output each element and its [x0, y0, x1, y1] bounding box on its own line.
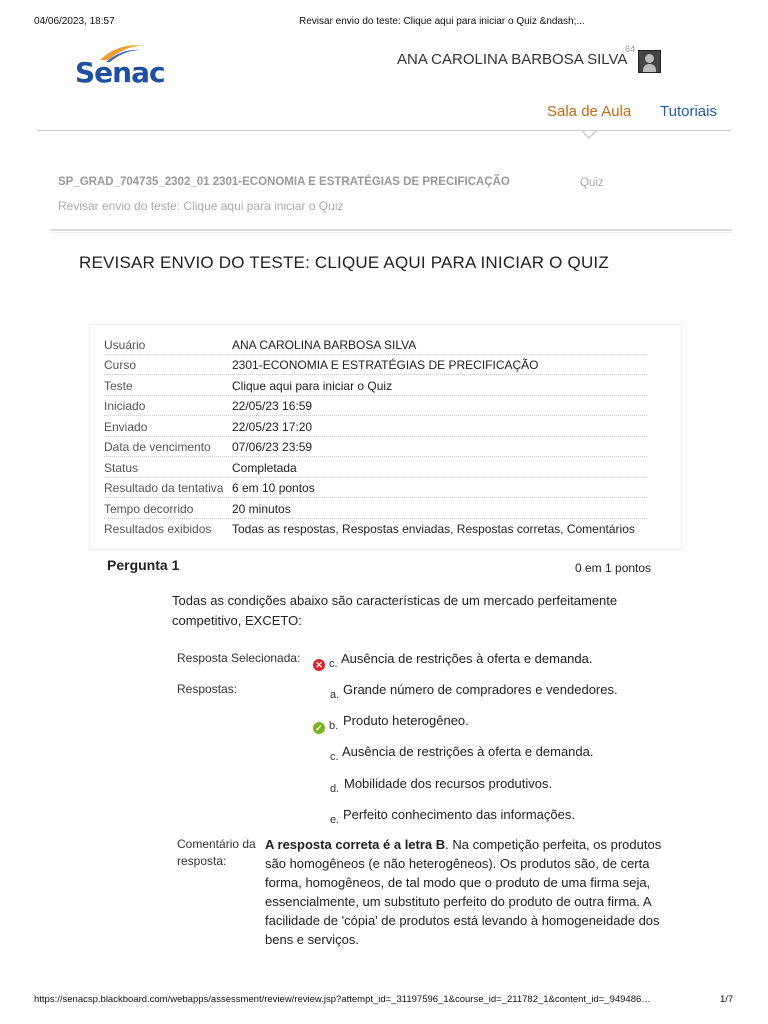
- answer-letter: e.: [330, 814, 340, 826]
- answer-letter: a.: [330, 689, 340, 701]
- detail-value: Clique aqui para iniciar o Quiz: [232, 379, 393, 393]
- detail-label: Resultados exibidos: [104, 522, 212, 536]
- detail-value: 6 em 10 pontos: [232, 481, 315, 495]
- detail-row: [104, 334, 647, 355]
- detail-row: [104, 498, 647, 519]
- answer-letter: c.: [330, 751, 339, 763]
- tab-tutoriais[interactable]: Tutoriais: [660, 103, 717, 120]
- comment-label: Comentário da resposta:: [177, 837, 256, 868]
- detail-value: 22/05/23 16:59: [232, 399, 313, 413]
- breadcrumb-section[interactable]: Quiz: [580, 177, 604, 189]
- detail-label: Resultado da tentativa: [104, 481, 224, 495]
- avatar[interactable]: [638, 50, 661, 73]
- comment-highlight: A resposta correta é a letra B: [265, 837, 446, 852]
- answer-option: Grande número de compradores e vendedores.: [343, 682, 618, 697]
- answer-option: Mobilidade dos recursos produtivos.: [344, 776, 553, 791]
- incorrect-icon: ✕: [313, 659, 325, 671]
- breadcrumb-course[interactable]: SP_GRAD_704735_2302_01 2301-ECONOMIA E ESTRATÉGIAS DE PRECIFICAÇÃO: [58, 176, 510, 188]
- detail-value: ANA CAROLINA BARBOSA SILVA: [232, 338, 417, 352]
- print-doc-title: Revisar envio do teste: Clique aqui para iniciar o Quiz &ndash;...: [299, 16, 585, 27]
- comment-body: . Na competição perfeita, os produtos são homogêneos (e não heterogêneos). Os produtos são, de certa forma, homogêneos, de tal modo que o produto de uma firma seja, essencialmente, um substituto perfeito do produto de outra firma. A facilidade de 'cópia' de produtos está levando à homogeneidade dos bens e serviços.: [265, 837, 662, 947]
- answer-letter: d.: [330, 783, 340, 795]
- question-points: 0 em 1 pontos: [575, 561, 652, 575]
- print-datetime: 04/06/2023, 18:57: [34, 16, 115, 27]
- answer-comment: [265, 835, 665, 949]
- breadcrumb-divider-shadow: [50, 232, 732, 233]
- detail-label: Data de vencimento: [104, 440, 211, 454]
- detail-label: Teste: [104, 379, 133, 393]
- detail-label: Enviado: [104, 420, 148, 434]
- user-name[interactable]: ANA CAROLINA BARBOSA SILVA: [397, 51, 628, 68]
- detail-label: Iniciado: [104, 399, 146, 413]
- answer-option: Produto heterogêneo.: [343, 713, 469, 728]
- detail-label: Status: [104, 461, 139, 475]
- question-text: Todas as condições abaixo são características de um mercado perfeitamente competitivo, EXCETO:: [172, 593, 618, 628]
- detail-row: [104, 354, 647, 375]
- selected-answer-letter: c.: [329, 658, 338, 670]
- detail-value: 22/05/23 17:20: [232, 420, 313, 434]
- answer-option: Ausência de restrições à oferta e demanda.: [342, 744, 594, 759]
- detail-label: Tempo decorrido: [104, 502, 194, 516]
- print-page-number: 1/7: [720, 994, 734, 1005]
- tab-sala-de-aula[interactable]: Sala de Aula: [547, 103, 632, 120]
- detail-label: Curso: [104, 358, 137, 372]
- detail-value: 2301-ECONOMIA E ESTRATÉGIAS DE PRECIFICAÇÃO: [232, 358, 539, 372]
- header-divider: [37, 130, 731, 131]
- notification-count: 64: [625, 44, 636, 54]
- detail-row: [104, 518, 647, 538]
- breadcrumb-current: Revisar envio do teste: Clique aqui para iniciar o Quiz: [58, 199, 344, 213]
- answer-letter: b.: [329, 720, 339, 732]
- active-tab-caret-inner: [583, 131, 595, 137]
- detail-row: [104, 395, 647, 416]
- answer-option: Perfeito conhecimento das informações.: [343, 807, 575, 822]
- logo[interactable]: Senac: [75, 56, 165, 89]
- detail-row: [104, 375, 647, 396]
- correct-check-icon: ✓: [313, 722, 325, 734]
- detail-label: Usuário: [104, 338, 146, 352]
- detail-value: 20 minutos: [232, 502, 291, 516]
- print-url: https://senacsp.blackboard.com/webapps/assessment/review/review.jsp?attempt_id=_31197596_1&course_id=_211782_1&content_id=_949486…: [34, 994, 651, 1005]
- selected-answer-label: Resposta Selecionada:: [177, 651, 301, 665]
- question-title: Pergunta 1: [107, 557, 180, 573]
- detail-row: [104, 436, 647, 457]
- selected-answer-text: Ausência de restrições à oferta e demanda.: [341, 651, 593, 666]
- attempt-details: [89, 324, 682, 550]
- detail-row: [104, 477, 647, 498]
- detail-value: 07/06/23 23:59: [232, 440, 313, 454]
- detail-row: [104, 416, 647, 437]
- page-title: REVISAR ENVIO DO TESTE: CLIQUE AQUI PARA INICIAR O QUIZ: [79, 253, 609, 272]
- detail-row: [104, 457, 647, 478]
- detail-value: Completada: [232, 461, 297, 475]
- breadcrumb-divider: [50, 229, 732, 231]
- answers-label: Respostas:: [177, 682, 238, 696]
- detail-value: Todas as respostas, Respostas enviadas, Respostas corretas, Comentários: [232, 522, 635, 536]
